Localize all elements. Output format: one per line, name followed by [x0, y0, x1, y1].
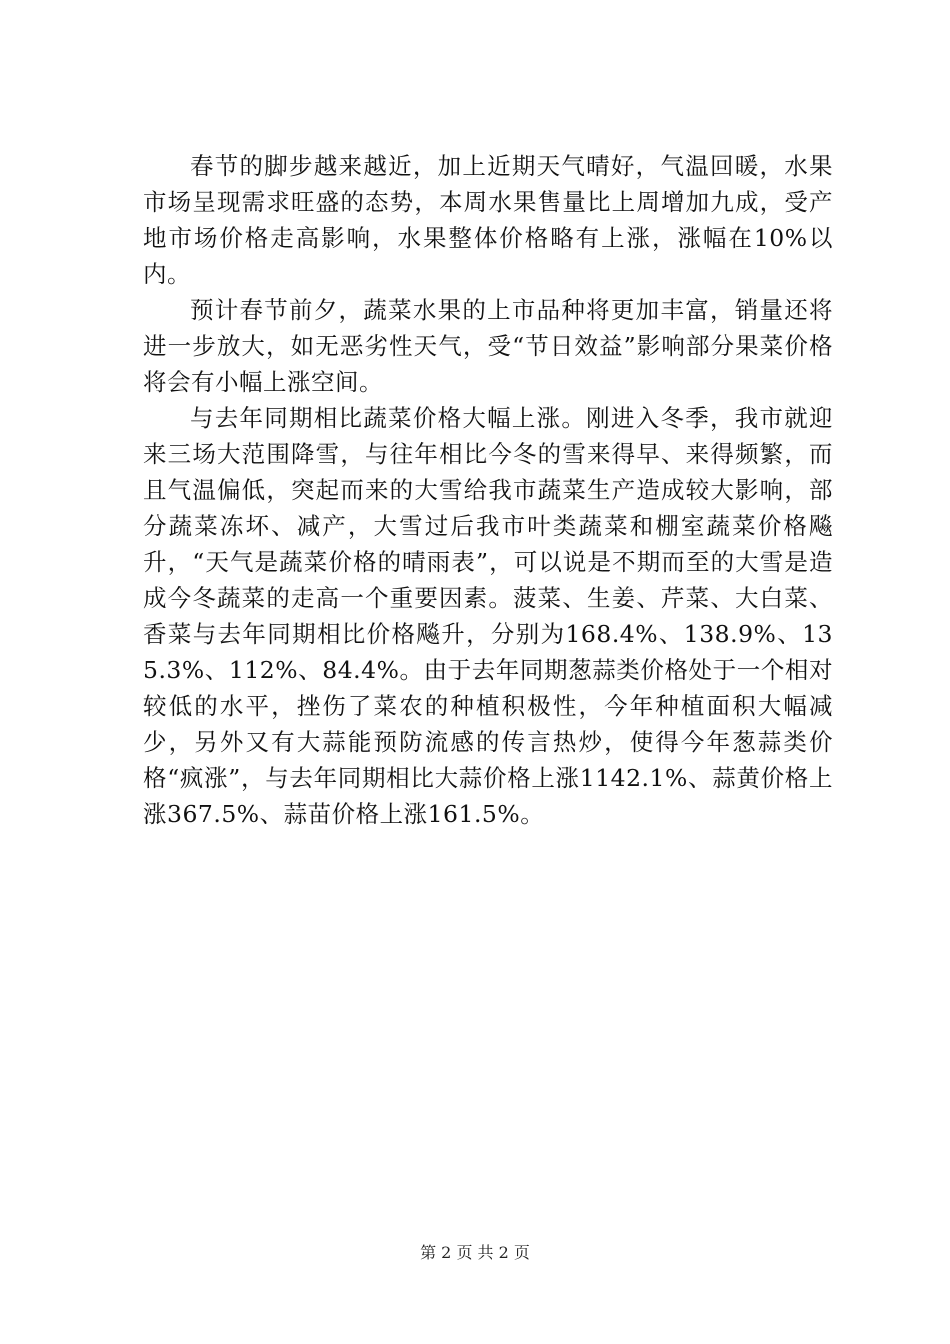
paragraph-fruit-market: 春节的脚步越来越近，加上近期天气晴好，气温回暖，水果市场呈现需求旺盛的态势，本周水果售量比上周增加九成，受产地市场价格走高影响，水果整体价格略有上涨，涨幅在10%以内。: [143, 152, 833, 288]
page-footer: 第 2 页 共 2 页: [420, 1243, 530, 1262]
document-body: [143, 148, 833, 832]
paragraph-festival-forecast: 预计春节前夕，蔬菜水果的上市品种将更加丰富，销量还将进一步放大，如无恶劣性天气，受“节日效益”影响部分果菜价格将会有小幅上涨空间。: [143, 296, 833, 396]
paragraph-vegetable-prices: 与去年同期相比蔬菜价格大幅上涨。刚进入冬季，我市就迎来三场大范围降雪，与往年相比今冬的雪来得早、来得频繁，而且气温偏低，突起而来的大雪给我市蔬菜生产造成较大影响，部分蔬菜冻坏、减产，大雪过后我市叶类蔬菜和棚室蔬菜价格飚升，“天气是蔬菜价格的晴雨表”，可以说是不期而至的大雪是造成今冬蔬菜的走高一个重要因素。菠菜、生姜、芹菜、大白菜、香菜与去年同期相比价格飚升，分别为168.4%、138.9%、135.3%、112%、84.4%。由于去年同期葱蒜类价格处于一个相对较低的水平，挫伤了菜农的种植积极性，今年种植面积大幅减少，另外又有大蒜能预防流感的传言热炒，使得今年葱蒜类价格“疯涨”，与去年同期相比大蒜价格上涨1142.1%、蒜黄价格上涨367.5%、蒜苗价格上涨161.5%。: [143, 404, 833, 828]
